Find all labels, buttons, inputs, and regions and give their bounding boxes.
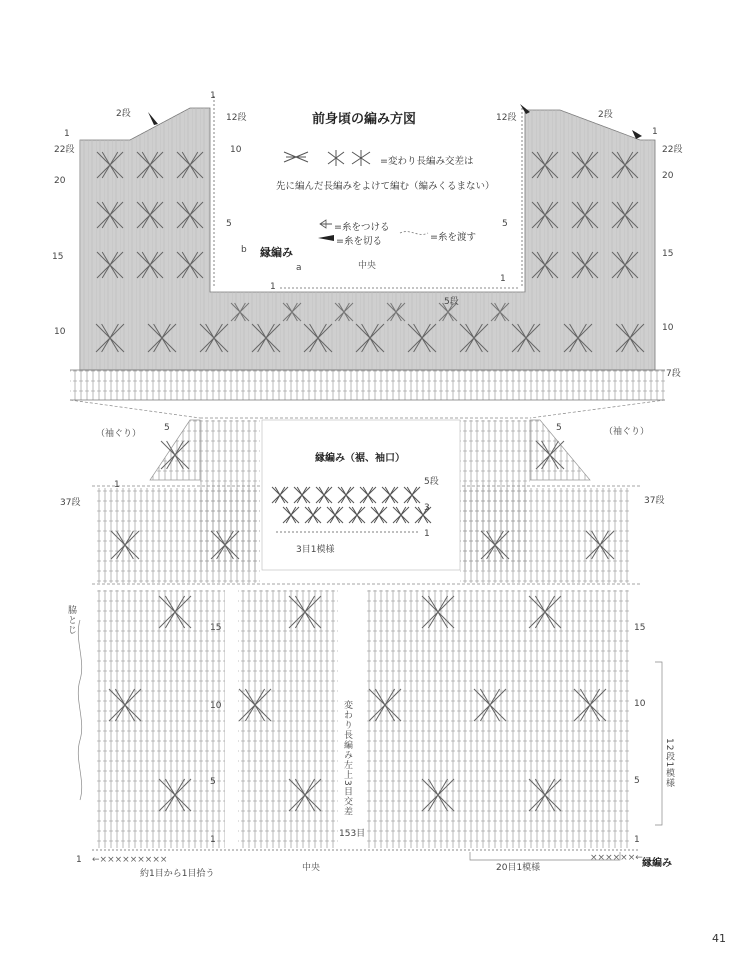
bot-row-5-right: 5 bbox=[634, 776, 640, 786]
pick-up-note: 約1目から1目拾う bbox=[140, 869, 215, 879]
neck-row-12: 12段 bbox=[226, 113, 247, 123]
legend-cut-yarn: =糸を切る bbox=[336, 236, 382, 247]
top-label-b: b bbox=[241, 245, 247, 255]
right-row-20: 20 bbox=[662, 171, 674, 181]
right-row-10: 10 bbox=[662, 323, 674, 333]
right-row-7: 7段 bbox=[666, 369, 681, 379]
left-row-2: 2段 bbox=[116, 109, 131, 119]
legend-cross-note-2: 先に編んだ長編みをよけて編む（編みくるまない） bbox=[276, 181, 495, 192]
bot-row-15-right: 15 bbox=[634, 623, 646, 633]
left-row-10: 10 bbox=[54, 327, 66, 337]
bottom-start-row-1: 1 bbox=[76, 855, 82, 865]
neck-row-10: 10 bbox=[230, 145, 242, 155]
side-seam-wave bbox=[78, 620, 81, 800]
bottom-chain-marks-right: ××××××← bbox=[590, 853, 643, 863]
bot-row-10-right: 10 bbox=[634, 699, 646, 709]
neck-row-5: 5 bbox=[226, 219, 232, 229]
left-row-15: 15 bbox=[52, 252, 64, 262]
bot-row-5-left: 5 bbox=[210, 777, 216, 787]
center-cross-note: 変わり長編み左上3目交差 bbox=[342, 700, 352, 817]
bottom-center-label: 中央 bbox=[302, 863, 321, 873]
top-edge-row-5: 5段 bbox=[444, 297, 459, 307]
right-row-1: 1 bbox=[652, 127, 658, 137]
left-row-20: 20 bbox=[54, 176, 66, 186]
inset-repeat: 3目1模様 bbox=[296, 545, 335, 555]
inset-row-5: 5段 bbox=[424, 477, 439, 487]
mid-row-37-right: 37段 bbox=[644, 496, 665, 506]
mid-row-5-left: 5 bbox=[164, 423, 170, 433]
left-row-22: 22段 bbox=[54, 145, 75, 155]
neck-row-1: 1 bbox=[210, 91, 216, 101]
page-number: 41 bbox=[712, 932, 726, 945]
mid-row-5-right: 5 bbox=[556, 423, 562, 433]
bot-row-15-left: 15 bbox=[210, 623, 222, 633]
bottom-edging-label: 縁編み bbox=[642, 858, 672, 869]
inset-title: 縁編み（裾、袖口） bbox=[315, 453, 405, 464]
top-bodice-chart bbox=[70, 96, 665, 418]
top-edging-strip bbox=[70, 370, 665, 400]
mid-row-37-left: 37段 bbox=[60, 498, 81, 508]
right-row-22: 22段 bbox=[662, 145, 683, 155]
left-row-1: 1 bbox=[64, 129, 70, 139]
left-armhole-shaping bbox=[150, 420, 200, 480]
edging-inset-box bbox=[262, 420, 460, 570]
top-edge-row-1-left: 1 bbox=[270, 282, 276, 292]
legend-cross-note-1: =変わり長編み交差は bbox=[380, 156, 474, 167]
right-row-12: 12段 bbox=[496, 113, 517, 123]
top-label-a: a bbox=[296, 263, 302, 273]
bot-row-1-left: 1 bbox=[210, 835, 216, 845]
armhole-left-label: （袖ぐり） bbox=[96, 429, 142, 439]
inset-row-3: 3 bbox=[424, 503, 430, 513]
side-seam-label: 脇とじ bbox=[66, 605, 76, 635]
armhole-right-label: （袖ぐり） bbox=[604, 427, 650, 437]
legend-attach-yarn: =糸をつける bbox=[334, 222, 390, 233]
inset-row-1: 1 bbox=[424, 529, 430, 539]
bot-row-1-right: 1 bbox=[634, 835, 640, 845]
stitches-153: 153目 bbox=[339, 829, 366, 839]
repeat-12-note: 12段1模様 bbox=[664, 738, 674, 789]
chart-title: 前身頃の編み方図 bbox=[312, 112, 417, 127]
repeat-20-note: 20目1模様 bbox=[496, 863, 541, 873]
mid-row-1-left: 1 bbox=[114, 480, 120, 490]
bottom-body-chart bbox=[78, 590, 662, 860]
bottom-chain-marks-left: ←××××××××× bbox=[92, 855, 168, 865]
top-edging-title: 縁編み bbox=[260, 246, 293, 259]
right-row-2: 2段 bbox=[598, 110, 613, 120]
top-edge-row-1-right: 1 bbox=[500, 274, 506, 284]
right-row-5: 5 bbox=[502, 219, 508, 229]
top-center-label: 中央 bbox=[358, 261, 377, 271]
legend-carry-yarn: =糸を渡す bbox=[430, 232, 476, 243]
bot-row-10-left: 10 bbox=[210, 701, 222, 711]
right-row-15: 15 bbox=[662, 249, 674, 259]
